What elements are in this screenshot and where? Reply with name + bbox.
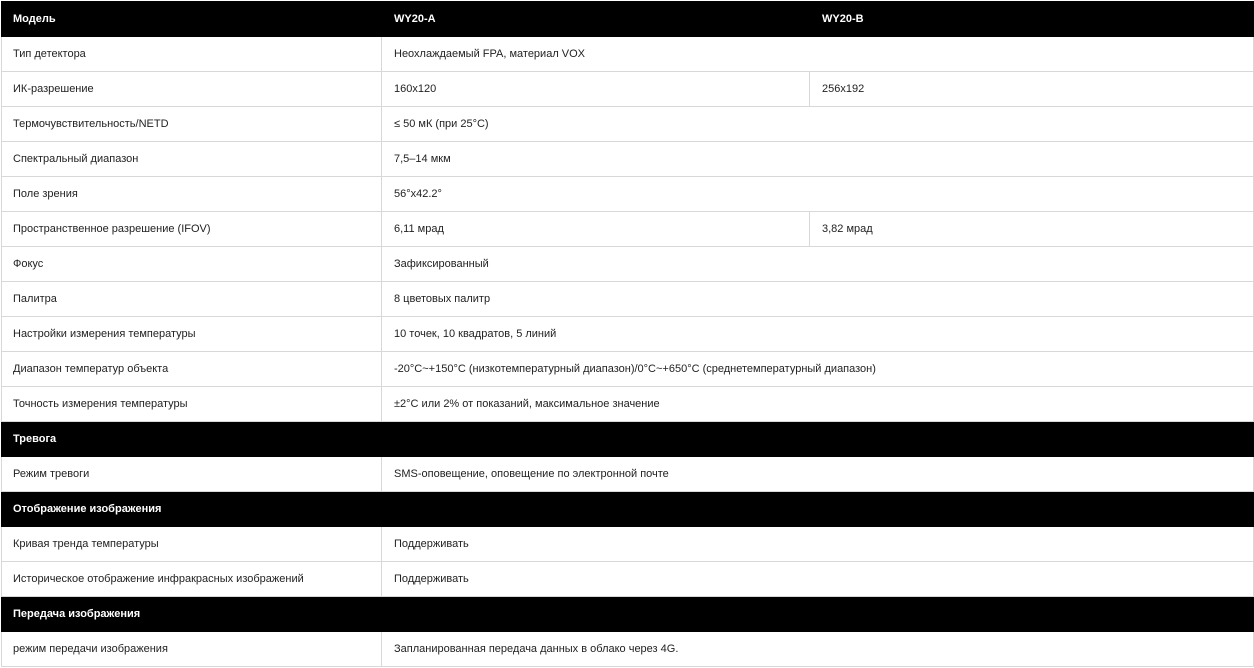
row-value: Запланированная передача данных в облако через 4G.: [382, 632, 1254, 667]
row-value: 8 цветовых палитр: [382, 282, 1254, 317]
row-label: Диапазон температур объекта: [2, 352, 382, 387]
header-row: [2, 2, 1254, 37]
row-value: Поддерживать: [382, 527, 1254, 562]
row-value: Поддерживать: [382, 562, 1254, 597]
section-title: Тревога: [2, 422, 1254, 457]
table-row: [2, 37, 1254, 72]
table-row: [2, 527, 1254, 562]
row-value: Зафиксированный: [382, 247, 1254, 282]
row-value: ±2°C или 2% от показаний, максимальное значение: [382, 387, 1254, 422]
row-label: Спектральный диапазон: [2, 142, 382, 177]
section-header-image-transfer: [2, 597, 1254, 632]
row-label: Кривая тренда температуры: [2, 527, 382, 562]
table-row: [2, 352, 1254, 387]
row-value-b: 3,82 мрад: [810, 212, 1254, 247]
table-row: [2, 72, 1254, 107]
header-model-b: WY20-B: [810, 2, 1254, 37]
row-label: режим передачи изображения: [2, 632, 382, 667]
section-title: Передача изображения: [2, 597, 1254, 632]
table-row: [2, 247, 1254, 282]
table-row: [2, 282, 1254, 317]
row-value: 10 точек, 10 квадратов, 5 линий: [382, 317, 1254, 352]
table-row: [2, 632, 1254, 667]
row-value: 7,5–14 мкм: [382, 142, 1254, 177]
table-row: [2, 212, 1254, 247]
row-label: Точность измерения температуры: [2, 387, 382, 422]
row-value: SMS-оповещение, оповещение по электронной почте: [382, 457, 1254, 492]
row-label: Термочувствительность/NETD: [2, 107, 382, 142]
table-row: [2, 107, 1254, 142]
row-value: ≤ 50 мК (при 25°C): [382, 107, 1254, 142]
row-value: Неохлаждаемый FPA, материал VOX: [382, 37, 1254, 72]
row-label: Фокус: [2, 247, 382, 282]
row-value-b: 256x192: [810, 72, 1254, 107]
table-row: [2, 177, 1254, 212]
table-row: [2, 562, 1254, 597]
row-label: Палитра: [2, 282, 382, 317]
spec-table: [1, 1, 1254, 667]
table-row: [2, 457, 1254, 492]
table-row: [2, 387, 1254, 422]
row-value-a: 6,11 мрад: [382, 212, 810, 247]
row-label: Режим тревоги: [2, 457, 382, 492]
section-header-alarm: [2, 422, 1254, 457]
row-label: Пространственное разрешение (IFOV): [2, 212, 382, 247]
table-row: [2, 142, 1254, 177]
row-value-a: 160x120: [382, 72, 810, 107]
section-header-image-display: [2, 492, 1254, 527]
header-model-label: Модель: [2, 2, 382, 37]
row-label: Историческое отображение инфракрасных изображений: [2, 562, 382, 597]
table-row: [2, 317, 1254, 352]
row-label: Настройки измерения температуры: [2, 317, 382, 352]
row-value: 56°x42.2°: [382, 177, 1254, 212]
section-title: Отображение изображения: [2, 492, 1254, 527]
row-label: Поле зрения: [2, 177, 382, 212]
row-label: ИК-разрешение: [2, 72, 382, 107]
row-label: Тип детектора: [2, 37, 382, 72]
header-model-a: WY20-A: [382, 2, 810, 37]
row-value: -20°C~+150°C (низкотемпературный диапазон)/0°C~+650°C (среднетемпературный диапазон): [382, 352, 1254, 387]
